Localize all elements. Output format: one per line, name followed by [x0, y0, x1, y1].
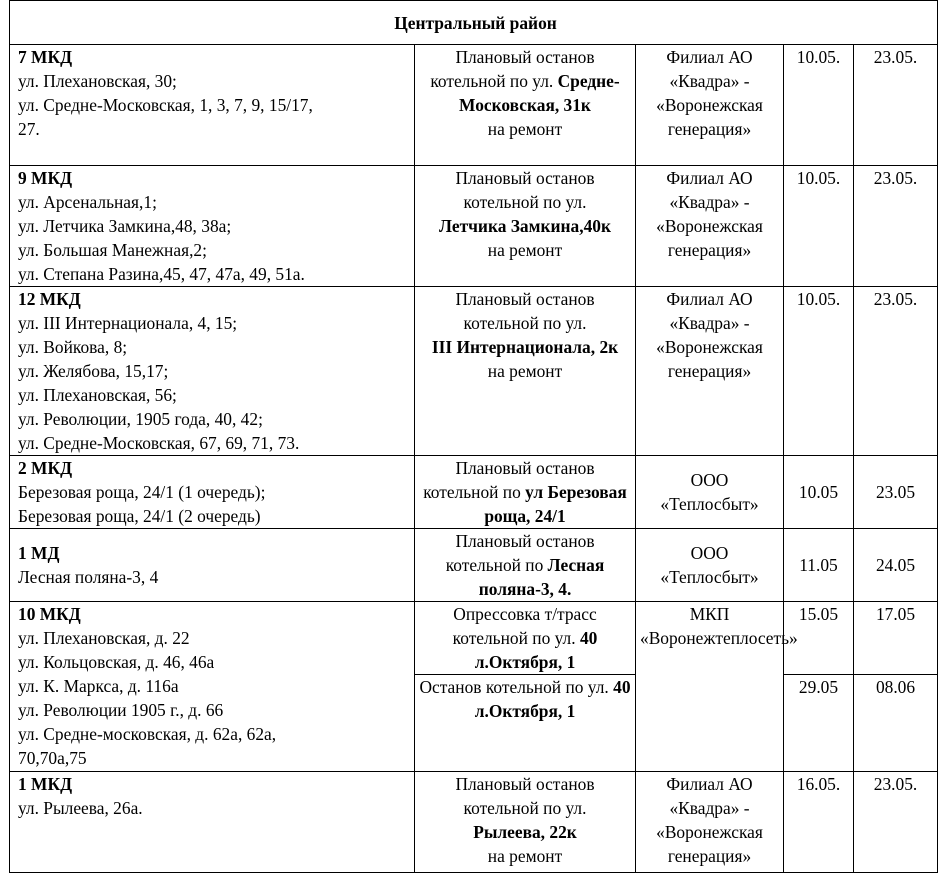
reason-cell	[415, 166, 636, 287]
outage-table	[9, 0, 938, 873]
end-date: 08.06	[854, 675, 938, 772]
row-title: 10 МКД	[18, 604, 81, 624]
address-line: ул. Кольцовская, д. 46, 46а	[18, 652, 215, 672]
address-line: ул. Средне-Московская, 67, 69, 71, 73.	[18, 433, 300, 453]
start-date: 10.05	[784, 456, 854, 529]
start-date: 11.05	[784, 529, 854, 602]
address-line: ул. Войкова, 8;	[18, 337, 128, 357]
reason-cell	[415, 772, 636, 873]
organization-cell: МКП «Воронежтеплосеть»	[636, 602, 784, 772]
address-line: ул. Средне-Московская, 1, 3, 7, 9, 15/17,	[18, 95, 313, 115]
table-row	[10, 166, 938, 287]
address-line: ул. Средне-московская, д. 62а, 62а,	[18, 724, 277, 744]
address-line: ул. Плехановская, 30;	[18, 71, 177, 91]
addresses-cell	[10, 772, 415, 873]
boiler-address: 40 л.Октября, 1	[474, 628, 598, 672]
reason-cell	[415, 529, 636, 602]
start-date: 10.05.	[784, 287, 854, 456]
address-line: ул. Революции, 1905 года, 40, 42;	[18, 409, 263, 429]
organization-cell: Филиал АО «Квадра» - «Воронежская генерация»	[636, 287, 784, 456]
start-date: 29.05	[784, 675, 854, 772]
end-date: 24.05	[854, 529, 938, 602]
reason-suffix: на ремонт	[487, 240, 563, 260]
reason-text: Плановый останов котельной по	[423, 458, 595, 502]
organization-cell: Филиал АО «Квадра» - «Воронежская генерация»	[636, 166, 784, 287]
address-line: ул. Плехановская, д. 22	[18, 628, 190, 648]
addresses-cell	[10, 166, 415, 287]
end-date: 17.05	[854, 602, 938, 675]
address-line: Березовая роща, 24/1 (2 очередь)	[18, 506, 261, 526]
address-line: ул. Арсенальная,1;	[18, 192, 157, 212]
addresses-cell	[10, 287, 415, 456]
row-title: 1 МД	[18, 543, 60, 563]
row-title: 2 МКД	[18, 458, 73, 478]
reason-text: Плановый останов котельной по ул.	[455, 168, 595, 212]
start-date: 10.05.	[784, 45, 854, 166]
boiler-address: 40 л.Октября, 1	[474, 677, 631, 721]
end-date: 23.05.	[854, 772, 938, 873]
address-line: Березовая роща, 24/1 (1 очередь);	[18, 482, 266, 502]
boiler-address: III Интернационала, 2к	[431, 337, 619, 357]
reason-suffix: на ремонт	[487, 119, 563, 139]
start-date: 16.05.	[784, 772, 854, 873]
addresses-cell	[10, 602, 415, 772]
address-line: ул. Плехановская, 56;	[18, 385, 177, 405]
boiler-address: Летчика Замкина,40к	[439, 216, 611, 236]
address-line: ул. III Интернационала, 4, 15;	[18, 313, 238, 333]
table-row	[10, 287, 938, 456]
reason-cell	[415, 287, 636, 456]
reason-suffix: на ремонт	[487, 361, 563, 381]
row-title: 12 МКД	[18, 289, 81, 309]
address-line: Лесная поляна-3, 4	[18, 567, 159, 587]
start-date: 10.05.	[784, 166, 854, 287]
addresses-cell	[10, 529, 415, 602]
address-line: ул. Степана Разина,45, 47, 47а, 49, 51а.	[18, 264, 305, 284]
address-line: 27.	[18, 119, 40, 139]
end-date: 23.05.	[854, 166, 938, 287]
address-line: ул. Летчика Замкина,48, 38а;	[18, 216, 232, 236]
reason-cell	[415, 456, 636, 529]
boiler-address: Средне-Московская, 31к	[459, 71, 620, 115]
reason-text: Опрессовка т/трасс котельной по ул.	[452, 604, 597, 648]
address-line: ул. К. Маркса, д. 116а	[18, 676, 179, 696]
start-date: 15.05	[784, 602, 854, 675]
organization-cell: ООО «Теплосбыт»	[636, 529, 784, 602]
address-line: ул. Революции 1905 г., д. 66	[18, 700, 224, 720]
row-title: 1 МКД	[18, 774, 73, 794]
boiler-address: Лесная поляна-3, 4.	[478, 555, 605, 599]
end-date: 23.05.	[854, 287, 938, 456]
reason-cell	[415, 675, 636, 772]
table-row	[10, 45, 938, 166]
reason-text: Плановый останов котельной по ул.	[455, 289, 595, 333]
reason-text: Плановый останов котельной по ул.	[455, 774, 595, 818]
end-date: 23.05	[854, 456, 938, 529]
reason-suffix: на ремонт	[487, 846, 563, 866]
district-title: Центральный район	[10, 1, 938, 45]
organization-cell: Филиал АО «Квадра» - «Воронежская генерация»	[636, 772, 784, 873]
table-row	[10, 602, 938, 675]
address-line: ул. Желябова, 15,17;	[18, 361, 169, 381]
row-title: 9 МКД	[18, 168, 73, 188]
address-line: ул. Рылеева, 26а.	[18, 798, 143, 818]
reason-cell	[415, 602, 636, 675]
reason-cell	[415, 45, 636, 166]
boiler-address: Рылеева, 22к	[473, 822, 577, 842]
addresses-cell	[10, 456, 415, 529]
table-row	[10, 456, 938, 529]
addresses-cell	[10, 45, 415, 166]
table-row	[10, 772, 938, 873]
table-row	[10, 529, 938, 602]
reason-text: Плановый останов котельной по ул.	[430, 47, 595, 91]
row-title: 7 МКД	[18, 47, 73, 67]
organization-cell: Филиал АО «Квадра» - «Воронежская генерация»	[636, 45, 784, 166]
boiler-address: ул Березовая роща, 24/1	[484, 482, 627, 526]
address-line: ул. Большая Манежная,2;	[18, 240, 207, 260]
reason-text: Плановый останов котельной по	[445, 531, 595, 575]
organization-cell: ООО «Теплосбыт»	[636, 456, 784, 529]
end-date: 23.05.	[854, 45, 938, 166]
address-line: 70,70а,75	[18, 748, 87, 768]
reason-text: Останов котельной по ул.	[419, 677, 609, 697]
